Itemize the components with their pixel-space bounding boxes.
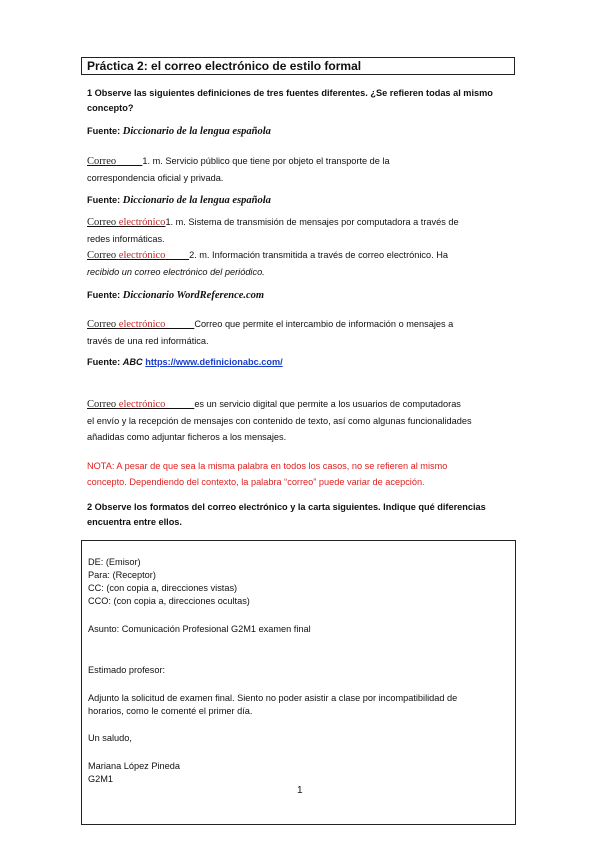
question-2: 2 Observe los formatos del correo electrónico y la carta siguientes. Indique qué diferencias encuentra entre ellos. (87, 502, 486, 527)
question-1: 1 Observe las siguientes definiciones de tres fuentes diferentes. ¿Se refieren todas al mismo concepto? (87, 88, 493, 113)
definition-1: Correo 1. m. Servicio público que tiene por objeto el transporte de la correspondencia oficial y privada. (87, 156, 390, 183)
source-heading-2: Fuente: Diccionario de la lengua española (87, 195, 271, 206)
email-example-box (81, 540, 516, 825)
source-heading-4: Fuente: ABC https://www.definicionabc.com/ (87, 357, 283, 367)
term-word: Correo electrónico (87, 217, 166, 228)
email-cc: CC: (con copia a, direcciones vistas) (88, 583, 238, 593)
email-body-1: Adjunto la solicitud de examen final. Siento no poder asistir a clase por incompatibilidad de (88, 693, 458, 703)
email-closing: Un saludo, (88, 733, 132, 743)
email-to: Para: (Receptor) (88, 570, 156, 580)
definition-2b: Correo electrónico 2. m. Información transmitida a través de correo electrónico. Ha recibido un correo electrónico del periódico. (87, 250, 448, 277)
term-word: Correo electrónico (87, 250, 166, 261)
definition-3: Correo electrónico Correo que permite el intercambio de información o mensajes a través de una red informática. (87, 319, 454, 346)
email-bcc: CCO: (con copia a, direcciones ocultas) (88, 596, 250, 606)
email-subject: Asunto: Comunicación Profesional G2M1 examen final (88, 624, 311, 634)
term-word: Correo (87, 156, 117, 167)
email-body-2: horarios, como le comenté el primer día. (88, 706, 253, 716)
note: NOTA: A pesar de que sea la misma palabra en todos los casos, no se refieren al mismo concepto. Dependiendo del contexto, la palabra “correo” puede variar de acepción. (87, 461, 448, 487)
page-title: Práctica 2: el correo electrónico de estilo formal (81, 57, 515, 75)
email-signature-group: G2M1 (88, 774, 114, 784)
term-word: Correo electrónico (87, 399, 166, 410)
email-from: DE: (Emisor) (88, 557, 141, 567)
definition-2a: Correo electrónico1. m. Sistema de transmisión de mensajes por computadora a través de redes informáticas. (87, 217, 459, 244)
source-link[interactable]: https://www.definicionabc.com/ (145, 357, 283, 367)
term-word: Correo electrónico (87, 319, 166, 330)
email-signature-name: Mariana López Pineda (88, 761, 180, 771)
definition-4: Correo electrónico es un servicio digital que permite a los usuarios de computadoras el envío y la recepción de mensajes con contenido de texto, así como algunas funcionalidades añadidas como adjuntar ficheros a los mensajes. (87, 399, 472, 442)
source-heading-1: Fuente: Diccionario de la lengua española (87, 126, 271, 137)
email-greeting: Estimado profesor: (88, 665, 166, 675)
source-heading-3: Fuente: Diccionario WordReference.com (87, 290, 265, 301)
page-number: 1 (297, 785, 303, 796)
